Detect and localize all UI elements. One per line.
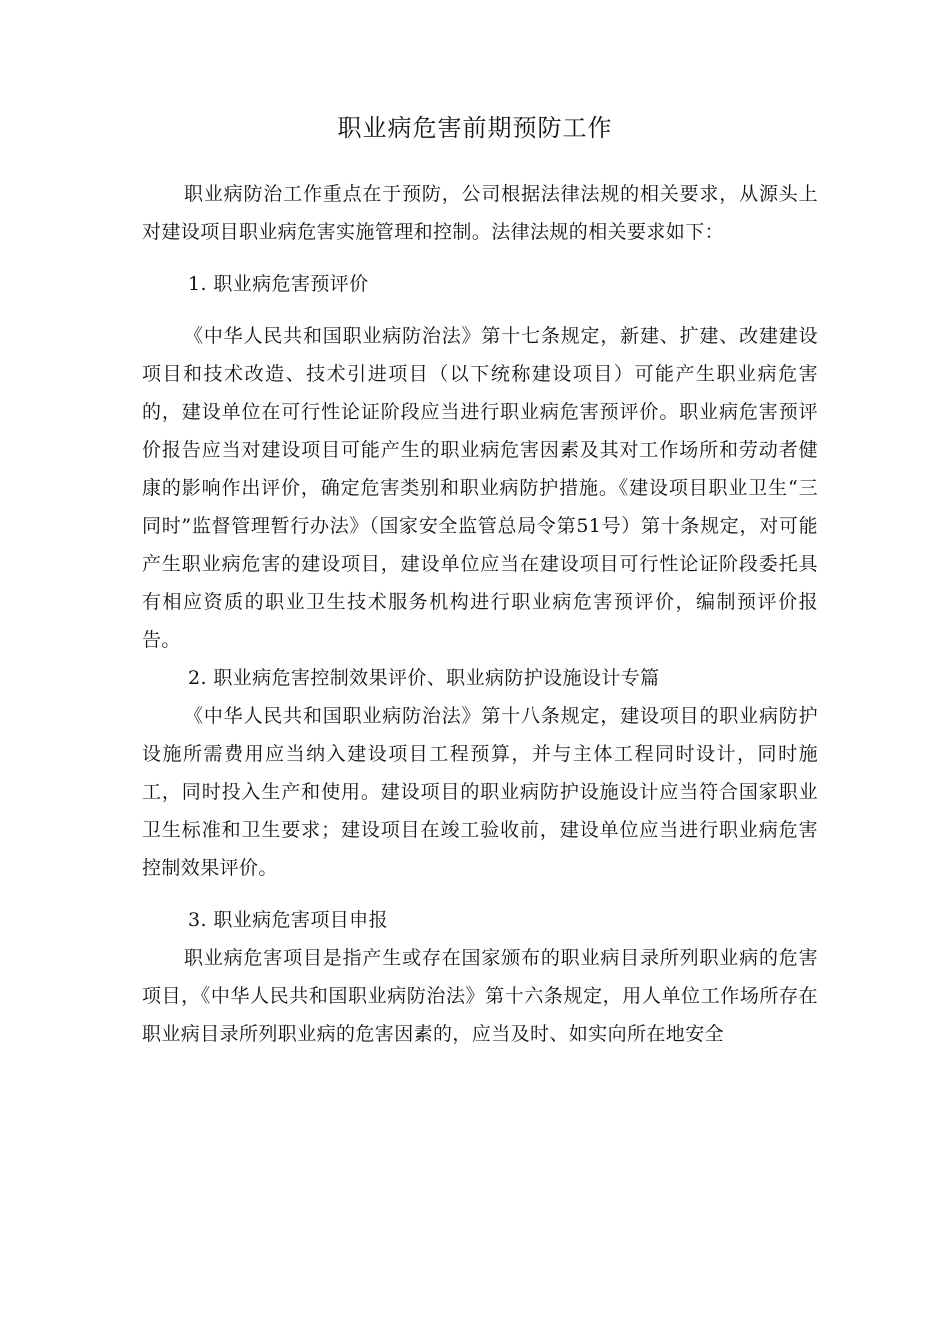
section-heading-2: 2. 职业病危害控制效果评价、职业病防护设施设计专篇 bbox=[188, 667, 660, 689]
document-body bbox=[142, 175, 818, 1053]
document-title: 职业病危害前期预防工作 bbox=[337, 114, 613, 142]
section-heading-3: 3. 职业病危害项目申报 bbox=[188, 909, 388, 931]
section-body-2: 《中华人民共和国职业病防治法》第十八条规定，建设项目的职业病防护设施所需费用应当纳入建设项目工程预算，并与主体工程同时设计，同时施工，同时投入生产和使用。建设项目的职业病防护设施设计应当符合国家职业卫生标准和卫生要求；建设项目在竣工验收前，建设单位应当进行职业病危害控制效果评价。 bbox=[142, 705, 818, 879]
section-body-3: 职业病危害项目是指产生或存在国家颁布的职业病目录所列职业病的危害项目，《中华人民共和国职业病防治法》第十六条规定，用人单位工作场所存在职业病目录所列职业病的危害因素的，应当及时、如实向所在地安全 bbox=[142, 947, 818, 1045]
section-body-1: 《中华人民共和国职业病防治法》第十七条规定，新建、扩建、改建建设项目和技术改造、技术引进项目（以下统称建设项目）可能产生职业病危害的，建设单位在可行性论证阶段应当进行职业病危害预评价。职业病危害预评价报告应当对建设项目可能产生的职业病危害因素及其对工作场所和劳动者健康的影响作出评价，确定危害类别和职业病防护措施。《建设项目职业卫生“三同时”监督管理暂行办法》（国家安全监管总局令第51号）第十条规定，对可能产生职业病危害的建设项目，建设单位应当在建设项目可行性论证阶段委托具有相应资质的职业卫生技术服务机构进行职业病危害预评价，编制预评价报告。 bbox=[142, 325, 818, 651]
intro-paragraph: 职业病防治工作重点在于预防，公司根据法律法规的相关要求，从源头上对建设项目职业病危害实施管理和控制。法律法规的相关要求如下： bbox=[142, 183, 818, 243]
section-heading-1: 1. 职业病危害预评价 bbox=[188, 273, 369, 295]
